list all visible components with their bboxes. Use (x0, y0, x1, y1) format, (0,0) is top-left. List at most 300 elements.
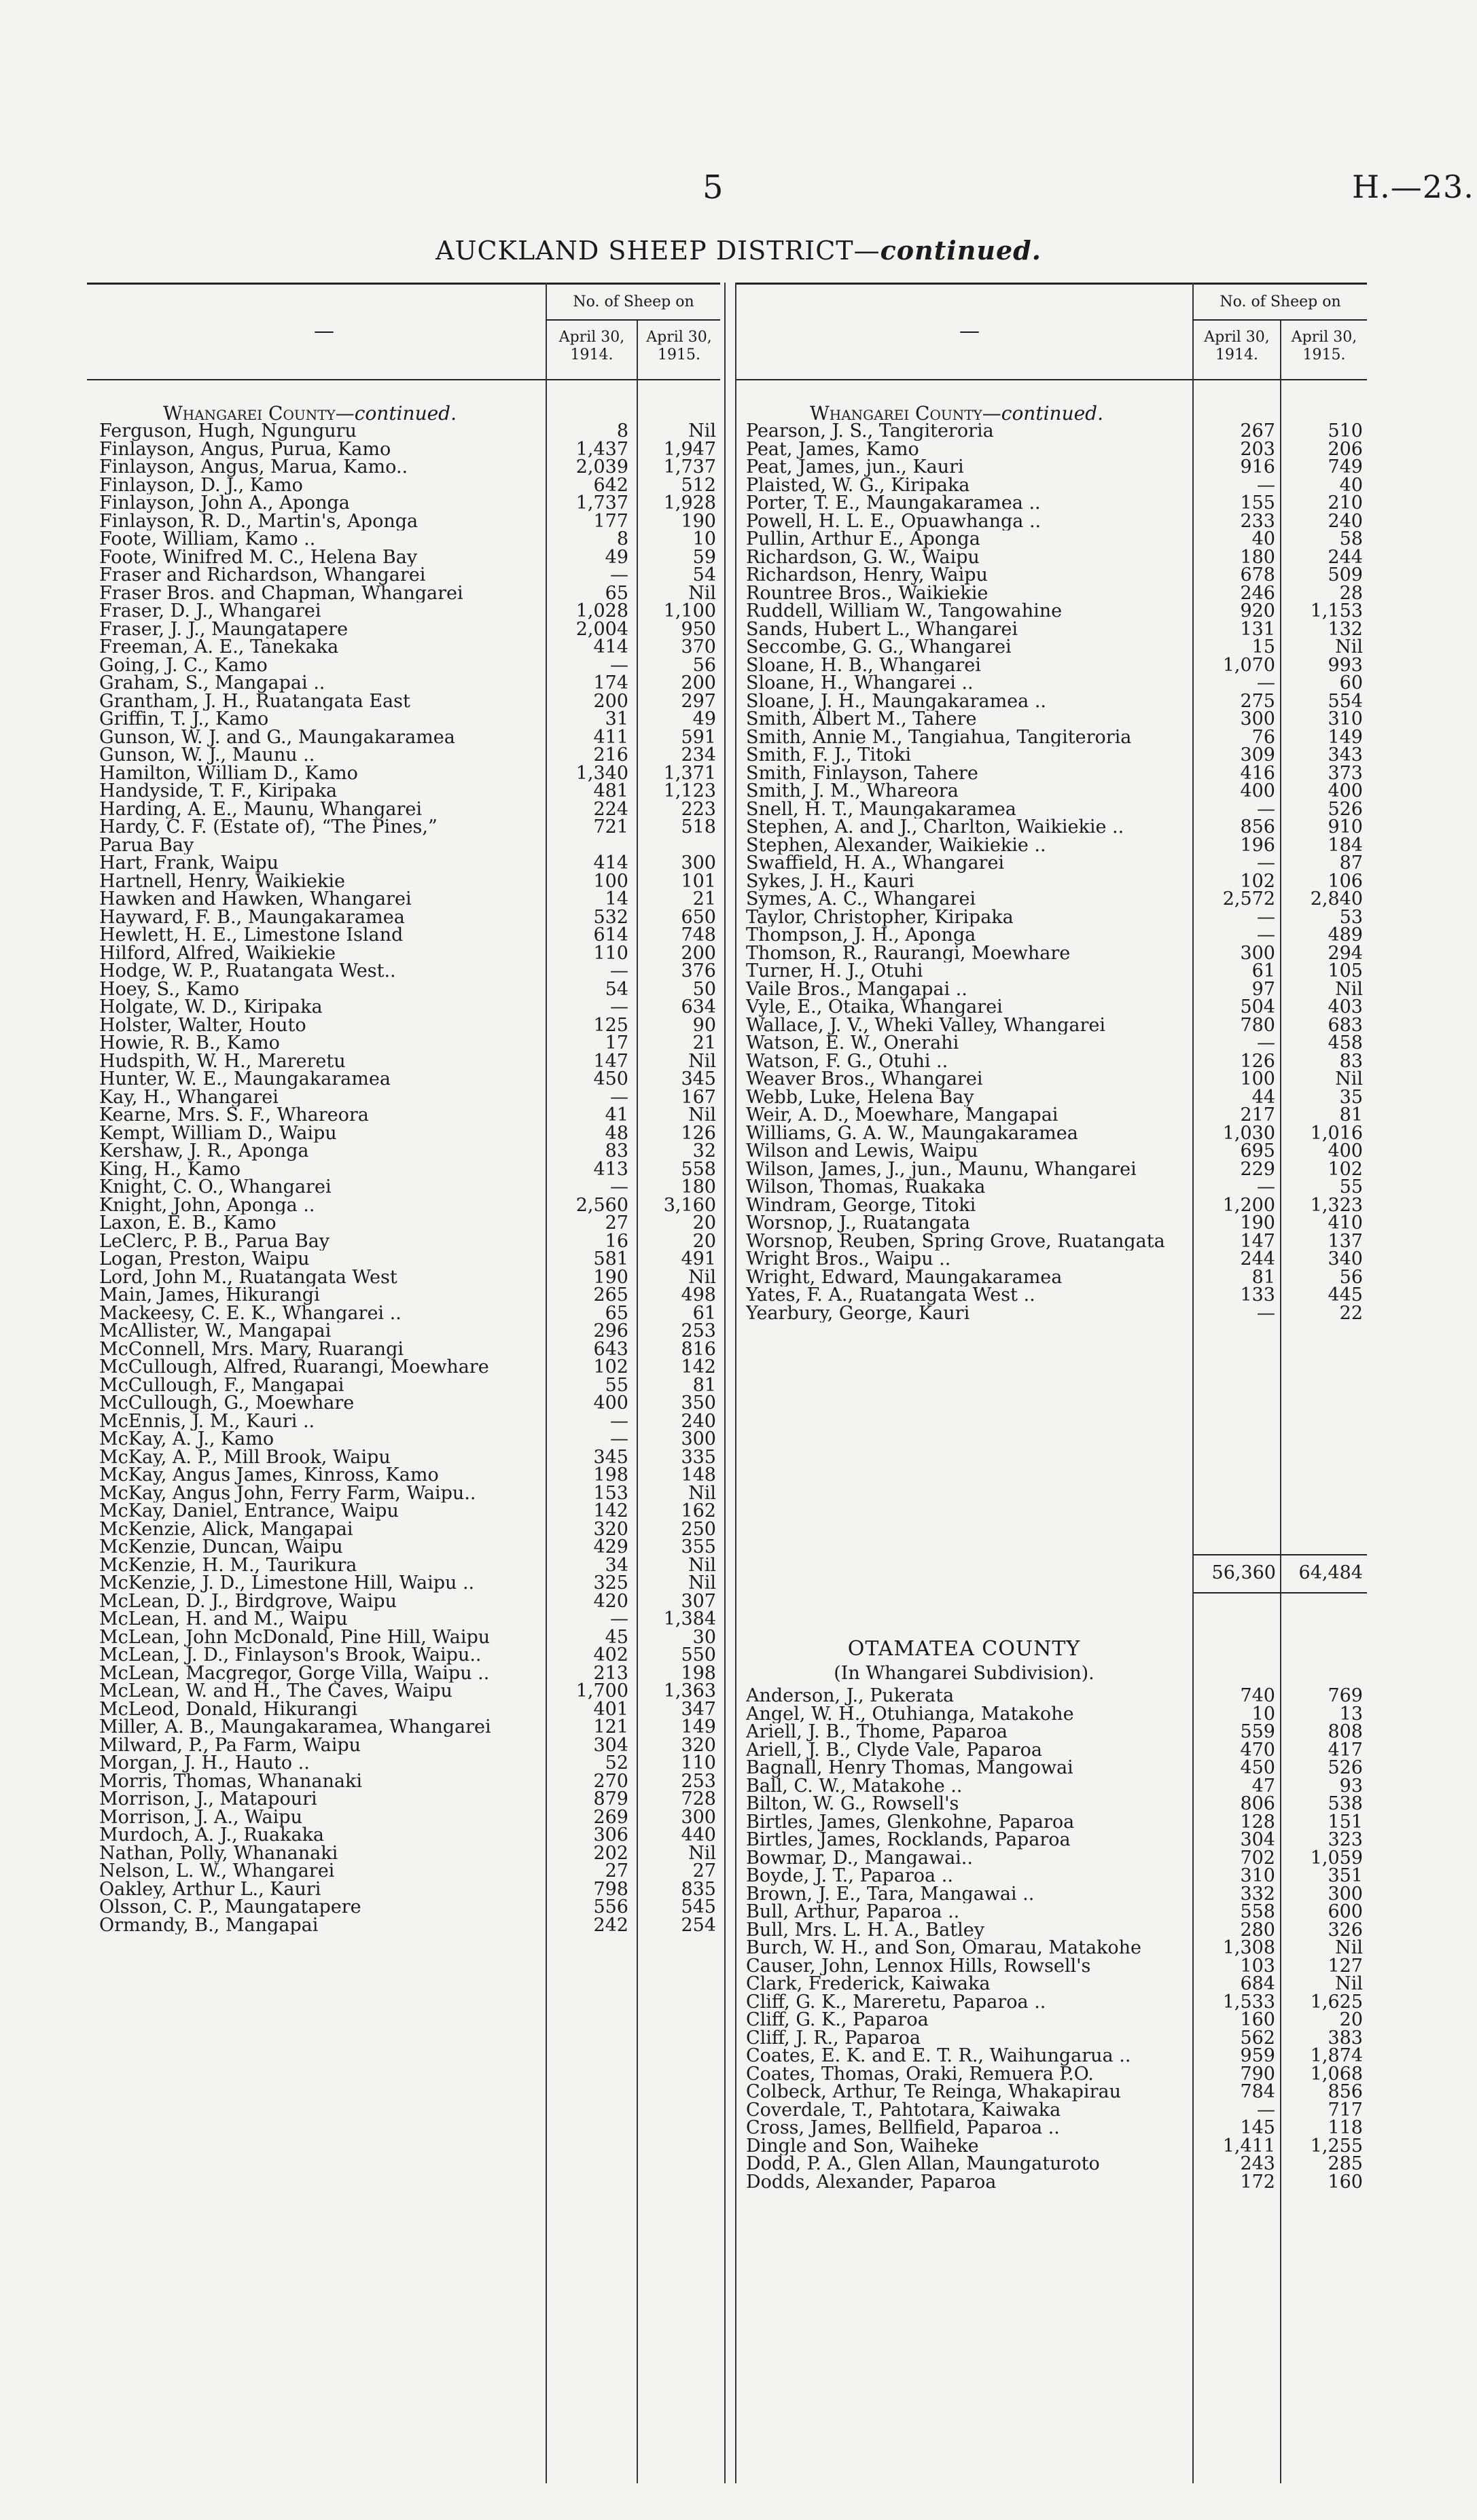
otamatea-row-1914: 304 (1240, 1829, 1275, 1850)
left-row-1914: 1,737 (575, 492, 628, 514)
left-section-heading (163, 402, 457, 425)
right-row (746, 458, 1367, 477)
left-row-1914: — (610, 654, 628, 676)
left-row-name: Olsson, C. P., Maungatapere (99, 1898, 361, 1917)
left-row-name: McEnnis, J. M., Kauri .. (99, 1412, 315, 1430)
otamatea-row-1914: 559 (1240, 1721, 1275, 1742)
left-row-1914: — (610, 1410, 628, 1432)
otamatea-row-1915: 151 (1328, 1811, 1363, 1833)
left-row-1914: — (610, 960, 628, 982)
left-row-1915: 1,384 (663, 1608, 716, 1630)
left-row-1914: 2,004 (575, 618, 628, 640)
left-row-name: LeClerc, P. B., Parua Bay (99, 1232, 330, 1250)
otamatea-row (746, 2155, 1367, 2174)
left-row (99, 1502, 720, 1521)
right-row-1914: 76 (1251, 726, 1275, 748)
otamatea-row-name: Bagnall, Henry Thomas, Mangowai (746, 1759, 1073, 1778)
right-row-1914: — (1257, 852, 1275, 874)
left-row-1914: 879 (593, 1788, 628, 1810)
otamatea-row (746, 2011, 1367, 2030)
left-row-name: Laxon, E. B., Kamo (99, 1214, 277, 1233)
right-row-name: Stephen, A. and J., Charlton, Waikiekie .. (746, 818, 1124, 837)
left-row-1914: 581 (593, 1248, 628, 1270)
right-row-name: Watson, E. W., Onerahi (746, 1034, 959, 1053)
left-row-name: Morgan, J. H., Hauto .. (99, 1754, 310, 1773)
right-row-1914: 40 (1251, 528, 1275, 550)
right-row-1914: 1,030 (1222, 1122, 1275, 1144)
left-row-1914: 83 (605, 1140, 628, 1162)
otamatea-row-name: Bull, Arthur, Paparoa .. (746, 1903, 960, 1922)
right-row-1915: 1,016 (1310, 1122, 1363, 1144)
right-row-name: Vaile Bros., Mangapai .. (746, 980, 967, 998)
otamatea-row (746, 2171, 1367, 2193)
otamatea-row-1914: 332 (1240, 1883, 1275, 1905)
right-row-name: Taylor, Christopher, Kiripaka (746, 908, 1014, 926)
otamatea-row (746, 1795, 1367, 1814)
otamatea-row-1914: 172 (1240, 2171, 1275, 2193)
left-row-1914: 556 (593, 1896, 628, 1918)
otamatea-row-name: Causer, John, Lennox Hills, Rowsell's (746, 1957, 1091, 1975)
left-row-name: Finlayson, Angus, Marua, Kamo.. (99, 458, 408, 477)
left-row-1914: 200 (593, 690, 628, 712)
right-row-1915: 509 (1328, 564, 1363, 586)
left-row (99, 1466, 720, 1485)
right-row-name: Thomson, R., Raurangi, Moewhare (746, 944, 1071, 962)
right-row-1915: 53 (1339, 906, 1363, 928)
left-row-name: Hoey, S., Kamo (99, 980, 240, 998)
right-row-name: Smith, Finlayson, Tahere (746, 764, 978, 782)
left-row-1914: 213 (593, 1662, 628, 1684)
right-row-1914: 15 (1251, 636, 1275, 658)
right-row (746, 854, 1367, 873)
left-row (99, 1574, 720, 1593)
right-row-1914: 180 (1240, 546, 1275, 568)
left-row-name: Hartnell, Henry, Waikiekie (99, 872, 345, 890)
right-row-1914: 416 (1240, 762, 1275, 784)
left-row-name: Griffin, T. J., Kamo (99, 710, 269, 729)
right-section-cont: continued. (1001, 402, 1104, 425)
right-row-name: Wilson and Lewis, Waipu (746, 1142, 978, 1161)
right-row-1914: 102 (1240, 870, 1275, 892)
left-row-1914: 147 (593, 1050, 628, 1072)
right-row-name: Thompson, J. H., Aponga (746, 926, 976, 945)
left-row-1915: 300 (681, 852, 716, 874)
left-row-name: Kempt, William D., Waipu (99, 1124, 337, 1142)
left-row-name: Ormandy, B., Mangapai (99, 1916, 319, 1934)
left-row-1915: 20 (692, 1212, 716, 1234)
left-row-1915: 1,363 (663, 1680, 716, 1702)
total-1914: 56,360 (1211, 1562, 1276, 1583)
otamatea-row-name: Colbeck, Arthur, Te Reinga, Whakapirau (746, 2083, 1121, 2102)
right-row-name: Vyle, E., Otaika, Whangarei (746, 998, 1003, 1017)
left-row-1914: 198 (593, 1464, 628, 1486)
left-row-name: McKenzie, H. M., Taurikura (99, 1556, 357, 1574)
total-1915: 64,484 (1298, 1562, 1363, 1583)
left-row (99, 1898, 720, 1917)
right-row-name: Sands, Hubert L., Whangarei (746, 620, 1018, 638)
left-row-1914: 265 (593, 1284, 628, 1306)
right-row-1915: 56 (1339, 1266, 1363, 1288)
left-row (99, 638, 720, 657)
left-row-name: Howie, R. B., Kamo (99, 1034, 280, 1053)
left-row-1915: 650 (681, 906, 716, 928)
left-row (99, 1358, 720, 1377)
right-row-1915: 244 (1328, 546, 1363, 568)
left-row-name: Hodge, W. P., Ruatangata West.. (99, 962, 396, 981)
right-row-1914: 229 (1240, 1158, 1275, 1180)
otamatea-row-1915: 538 (1328, 1793, 1363, 1814)
left-row-name: Fraser and Richardson, Whangarei (99, 566, 426, 585)
left-row-1914: — (610, 1176, 628, 1198)
otamatea-row-1915: 1,625 (1310, 1991, 1363, 2013)
right-row-1915: 294 (1328, 942, 1363, 964)
left-row-1914: 55 (605, 1374, 628, 1396)
left-row-name: Finlayson, R. D., Martin's, Aponga (99, 512, 419, 530)
right-row-1914: 155 (1240, 492, 1275, 514)
left-row-1914: 31 (605, 708, 628, 730)
right-row-1914: 678 (1240, 564, 1275, 586)
right-row-1915: Nil (1335, 978, 1363, 1000)
right-row-name: Sloane, J. H., Maungakaramea .. (746, 692, 1046, 710)
left-row-1914: 224 (593, 798, 628, 820)
left-row-1914: 34 (605, 1554, 628, 1576)
left-row-1914: 345 (593, 1446, 628, 1468)
left-row-1915: 167 (681, 1086, 716, 1108)
right-row-name: Sloane, H. B., Whangarei (746, 656, 981, 674)
right-row-1915: 510 (1328, 420, 1363, 442)
left-row-name: Harding, A. E., Maunu, Whangarei (99, 800, 423, 818)
left-row-1914: 532 (593, 906, 628, 928)
left-row-1915: Nil (688, 1266, 716, 1288)
left-row-1915: 558 (681, 1158, 716, 1180)
left-row-1915: 101 (681, 870, 716, 892)
left-row-1914: 41 (605, 1104, 628, 1126)
left-row-1914: 325 (593, 1572, 628, 1594)
otamatea-row-1914: 784 (1240, 2081, 1275, 2102)
right-row-name: Porter, T. E., Maungakaramea .. (746, 494, 1041, 513)
right-row-name: Wright Bros., Waipu .. (746, 1250, 951, 1269)
left-row-name: McLean, J. D., Finlayson's Brook, Waipu.. (99, 1646, 482, 1665)
otamatea-row-1914: 684 (1240, 1973, 1275, 1994)
left-row (99, 782, 720, 801)
right-row-name: Yates, F. A., Ruatangata West .. (746, 1286, 1035, 1305)
center-vrule-2 (735, 283, 736, 2483)
otamatea-row-1914: 790 (1240, 2063, 1275, 2085)
right-row-1915: 81 (1339, 1104, 1363, 1126)
left-row-1915: 180 (681, 1176, 716, 1198)
right-row-name: Peat, James, Kamo (746, 440, 919, 458)
otamatea-row-1914: 740 (1240, 1685, 1275, 1706)
right-row-1914: 133 (1240, 1284, 1275, 1306)
left-group-rule (546, 319, 720, 321)
left-row-1914: 614 (593, 924, 628, 946)
otamatea-row-name: Angel, W. H., Otuhianga, Matakohe (746, 1705, 1074, 1723)
otamatea-row-1915: 20 (1339, 2009, 1363, 2030)
otamatea-subtitle: (In Whangarei Subdivision). (834, 1663, 1095, 1684)
left-row-1915: 300 (681, 1806, 716, 1828)
otamatea-row-1914: 280 (1240, 1919, 1275, 1941)
otamatea-row (746, 2083, 1367, 2102)
left-row-name: McCullough, G., Moewhare (99, 1394, 355, 1413)
right-row-name: Smith, Annie M., Tangiahua, Tangiteroria (746, 728, 1132, 746)
left-row-1915: 200 (681, 672, 716, 694)
otamatea-row-name: Coates, Thomas, Oraki, Remuera P.O. (746, 2065, 1094, 2083)
left-row-1914: 100 (593, 870, 628, 892)
left-row-name: Lord, John M., Ruatangata West (99, 1268, 397, 1286)
right-row (746, 530, 1367, 549)
left-row-name: Morrison, J., Matapouri (99, 1790, 317, 1809)
otamatea-row-1914: 128 (1240, 1811, 1275, 1833)
otamatea-row-1914: 1,533 (1222, 1991, 1275, 2013)
left-row-1914: 242 (593, 1914, 628, 1936)
left-row-name: McCullough, F., Mangapai (99, 1376, 344, 1394)
right-row-name: Stephen, Alexander, Waikiekie .. (746, 836, 1046, 854)
right-row-1914: 81 (1251, 1266, 1275, 1288)
left-row (99, 998, 720, 1017)
otamatea-row (746, 2119, 1367, 2138)
right-row (746, 674, 1367, 693)
left-row-1914: 429 (593, 1536, 628, 1558)
left-row-name: McLean, D. J., Birdgrove, Waipu (99, 1592, 397, 1610)
otamatea-row-1914: 1,308 (1222, 1937, 1275, 1958)
left-row-1915: 550 (681, 1644, 716, 1666)
otamatea-row (746, 1975, 1367, 1994)
left-row-1914: — (610, 564, 628, 586)
right-row-1914: 190 (1240, 1212, 1275, 1234)
left-row-1914: 17 (605, 1032, 628, 1054)
left-row-name: Holgate, W. D., Kiripaka (99, 998, 323, 1017)
left-row-1915: Nil (688, 582, 716, 604)
left-row-name: Morris, Thomas, Whananaki (99, 1772, 362, 1790)
left-row-1915: 90 (692, 1014, 716, 1036)
right-row-1915: 137 (1328, 1230, 1363, 1252)
otamatea-row-1914: 806 (1240, 1793, 1275, 1814)
left-row-name: McKay, A. P., Mill Brook, Waipu (99, 1448, 391, 1466)
right-row-1915: 400 (1328, 780, 1363, 802)
left-row (99, 1286, 720, 1305)
left-row-name: Ferguson, Hugh, Ngunguru (99, 422, 357, 441)
right-row-1914: 275 (1240, 690, 1275, 712)
right-group-rule (1192, 319, 1367, 321)
right-row (746, 1034, 1367, 1053)
left-col1-header (547, 329, 637, 364)
left-row-name: Hayward, F. B., Maungakaramea (99, 908, 405, 926)
otamatea-row-1914: 47 (1251, 1775, 1275, 1797)
otamatea-row-1915: 1,059 (1310, 1847, 1363, 1869)
otamatea-row-name: Ariell, J. B., Clyde Vale, Paparoa (746, 1741, 1042, 1759)
left-row-1915: 355 (681, 1536, 716, 1558)
left-row-name: Gunson, W. J., Maunu .. (99, 746, 315, 765)
otamatea-row-name: Boyde, J. T., Paparoa .. (746, 1867, 953, 1886)
left-row-name: Hewlett, H. E., Limestone Island (99, 926, 404, 945)
left-row-1914: 110 (593, 942, 628, 964)
right-row-name: Rountree Bros., Waikiekie (746, 584, 989, 602)
left-col2-line2: 1915. (658, 346, 700, 363)
left-row-name: King, H., Kamo (99, 1160, 241, 1178)
otamatea-row (746, 1903, 1367, 1922)
left-top-rule (87, 283, 720, 285)
left-row-name: Knight, C. O., Whangarei (99, 1178, 332, 1197)
title-continued: continued. (880, 235, 1042, 266)
left-row-name: McLean, H. and M., Waipu (99, 1610, 348, 1629)
left-row (99, 422, 720, 441)
right-row-1914: — (1257, 474, 1275, 496)
otamatea-title: OTAMATEA COUNTY (847, 1637, 1081, 1661)
right-row-1915: 102 (1328, 1158, 1363, 1180)
left-row-1914: 142 (593, 1500, 628, 1522)
otamatea-row-1914: 10 (1251, 1703, 1275, 1725)
left-row-1915: 591 (681, 726, 716, 748)
left-row-name: McAllister, W., Mangapai (99, 1322, 332, 1341)
left-row-1914: 52 (605, 1752, 628, 1774)
left-row-1915: 347 (681, 1698, 716, 1720)
otamatea-row-name: Dodds, Alexander, Paparoa (746, 2173, 997, 2191)
right-row-name: Sykes, J. H., Kauri (746, 872, 914, 890)
left-dash-header: — (314, 319, 334, 343)
center-vrule (724, 283, 726, 2483)
right-row-name: Smith, F. J., Titoki (746, 746, 912, 765)
left-row-1915: Nil (688, 1050, 716, 1072)
left-row-1914: 45 (605, 1626, 628, 1648)
left-row (99, 1826, 720, 1845)
left-row-1914: 8 (616, 528, 628, 550)
otamatea-row-1915: 1,068 (1310, 2063, 1363, 2085)
left-row-1915: 1,371 (663, 762, 716, 784)
right-row-1914: — (1257, 672, 1275, 694)
left-row-1915: 300 (681, 1428, 716, 1450)
left-row-1914: 1,437 (575, 438, 628, 460)
right-row (746, 422, 1367, 441)
right-row-1915: 373 (1328, 762, 1363, 784)
right-row-1915: 184 (1328, 834, 1363, 856)
right-row-1914: 246 (1240, 582, 1275, 604)
otamatea-row-name: Coverdale, T., Pahtotara, Kaiwaka (746, 2101, 1061, 2119)
left-row (99, 1142, 720, 1161)
right-row-1915: 83 (1339, 1050, 1363, 1072)
right-row-1915: 458 (1328, 1032, 1363, 1054)
left-row-name: Knight, John, Aponga .. (99, 1196, 315, 1214)
right-row (746, 818, 1367, 837)
right-row-name: Smith, Albert M., Tahere (746, 710, 977, 729)
right-row-1915: 105 (1328, 960, 1363, 982)
right-row-name: Wright, Edward, Maungakaramea (746, 1268, 1063, 1286)
left-row-1914: 721 (593, 816, 628, 838)
right-group-header: No. of Sheep on (1220, 293, 1341, 310)
left-row-name: Mackeesy, C. E. K., Whangarei .. (99, 1304, 402, 1322)
right-row-1915: 1,323 (1310, 1194, 1363, 1216)
left-row-1915: 1,928 (663, 492, 716, 514)
right-row-name: Sloane, H., Whangarei .. (746, 674, 974, 693)
right-row-1914: 196 (1240, 834, 1275, 856)
left-row (99, 1034, 720, 1053)
left-row-1914: 49 (605, 546, 628, 568)
otamatea-row-1914: 1,411 (1222, 2135, 1275, 2157)
right-col2-line2: 1915. (1302, 346, 1346, 363)
right-row-name: Pullin, Arthur E., Aponga (746, 530, 980, 549)
left-row-1915: 200 (681, 942, 716, 964)
right-row-name: Wilson, James, J., jun., Maunu, Whangarei (746, 1160, 1137, 1178)
right-row-name: Williams, G. A. W., Maungakaramea (746, 1124, 1078, 1142)
right-row-1915: 87 (1339, 852, 1363, 874)
otamatea-row-1914: 145 (1240, 2117, 1275, 2138)
left-row-1914: 14 (605, 888, 628, 910)
otamatea-row-1914: 310 (1240, 1865, 1275, 1886)
otamatea-row-1914: 243 (1240, 2153, 1275, 2174)
left-row-1914: 413 (593, 1158, 628, 1180)
left-row-1915: 1,100 (663, 600, 716, 622)
otamatea-row-1914: — (1257, 2099, 1275, 2121)
left-row-1914: 304 (593, 1734, 628, 1756)
otamatea-row-1915: 127 (1328, 1955, 1363, 1977)
left-row (99, 746, 720, 765)
otamatea-row-name: Ariell, J. B., Thome, Paparoa (746, 1723, 1008, 1742)
otamatea-row (746, 1939, 1367, 1958)
left-row-1915: Nil (688, 1572, 716, 1594)
right-row (746, 566, 1367, 585)
right-row (746, 1286, 1367, 1305)
left-row-1915: 320 (681, 1734, 716, 1756)
left-row-name: Parua Bay (99, 836, 194, 854)
right-col2-line1: April 30, (1291, 329, 1357, 346)
right-row (746, 962, 1367, 981)
left-row-name: Nathan, Polly, Whananaki (99, 1844, 338, 1862)
right-row-1915: 445 (1328, 1284, 1363, 1306)
right-row-1915: 489 (1328, 924, 1363, 946)
left-row-1914: 296 (593, 1320, 628, 1342)
right-row (746, 998, 1367, 1017)
right-row-name: Yearbury, George, Kauri (746, 1304, 970, 1322)
right-row-name: Snell, H. T., Maungakaramea (746, 800, 1016, 818)
left-row-1915: 728 (681, 1788, 716, 1810)
otamatea-row (746, 2047, 1367, 2066)
right-row-name: Seccombe, G. G., Whangarei (746, 638, 1012, 657)
left-row-1915: 518 (681, 816, 716, 838)
otamatea-row-name: Cliff, J. R., Paparoa (746, 2029, 921, 2047)
left-row (99, 1322, 720, 1341)
otamatea-row-1915: Nil (1335, 1973, 1363, 1994)
right-row-1914: — (1257, 924, 1275, 946)
right-row-name: Swaffield, H. A., Whangarei (746, 854, 1005, 873)
left-row-1914: — (610, 996, 628, 1018)
right-row-1914: 300 (1240, 708, 1275, 730)
right-row-1915: 310 (1328, 708, 1363, 730)
left-row-1915: 142 (681, 1356, 716, 1378)
right-row-name: Wilson, Thomas, Ruakaka (746, 1178, 986, 1197)
left-row (99, 1862, 720, 1881)
right-row-1915: 403 (1328, 996, 1363, 1018)
right-row-1914: 244 (1240, 1248, 1275, 1270)
left-row-name: McKenzie, J. D., Limestone Hill, Waipu .. (99, 1574, 475, 1593)
left-row-1914: 65 (605, 582, 628, 604)
left-row-name: Milward, P., Pa Farm, Waipu (99, 1736, 361, 1754)
right-row-1915: 149 (1328, 726, 1363, 748)
left-row-1915: 1,947 (663, 438, 716, 460)
left-row (99, 1106, 720, 1125)
otamatea-row-1915: 285 (1328, 2153, 1363, 2174)
left-row-1915: 835 (681, 1878, 716, 1900)
left-row-1914: — (610, 1608, 628, 1630)
left-row (99, 1914, 720, 1936)
left-row-name: Fraser Bros. and Chapman, Whangarei (99, 584, 463, 602)
left-row-1915: 61 (692, 1302, 716, 1324)
right-row-1915: 343 (1328, 744, 1363, 766)
right-row-1914: 920 (1240, 600, 1275, 622)
left-row (99, 818, 720, 837)
right-row-1915: 206 (1328, 438, 1363, 460)
left-row-1914: 54 (605, 978, 628, 1000)
left-row-1915: 223 (681, 798, 716, 820)
right-row-name: Symes, A. C., Whangarei (746, 890, 976, 909)
